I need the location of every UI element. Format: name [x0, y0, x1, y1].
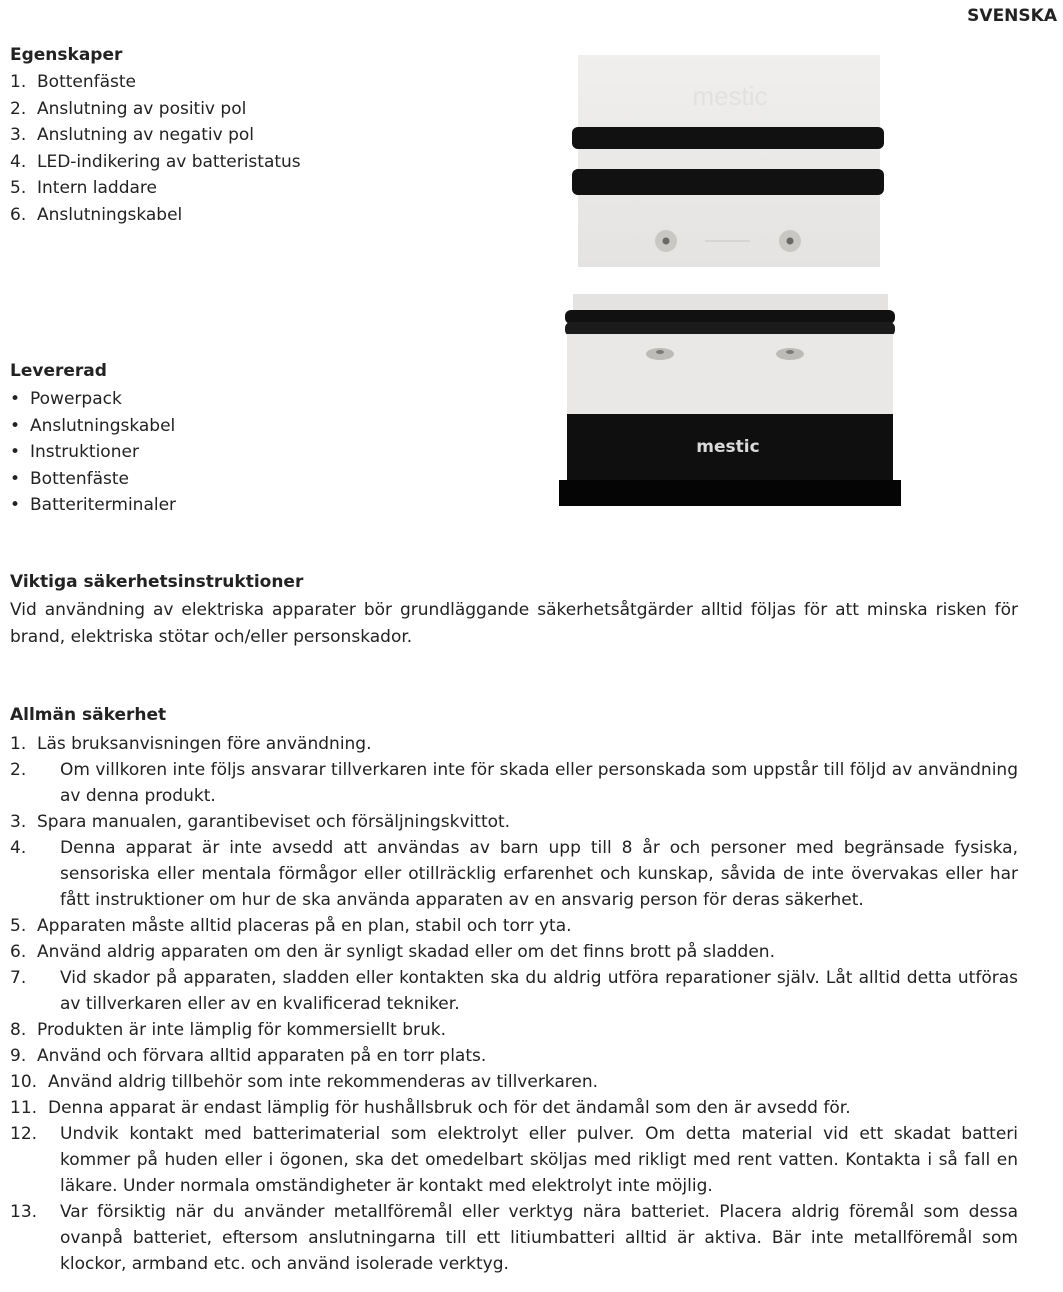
list-item: 6. Anslutningskabel — [10, 204, 183, 225]
important-text: Vid användning av elektriska apparater bör grundläggande säkerhetsåtgärder alltid följas för att minska risken för brand, elektriska stötar och/eller personskador. — [10, 600, 1018, 647]
list-item: 1. Bottenfäste — [10, 72, 137, 92]
features-list — [10, 69, 301, 228]
features-heading: Egenskaper — [10, 45, 123, 65]
list-item: 7. Vid skador på apparaten, sladden eller kontakten ska du aldrig utföra reparationer själv. Låt alltid detta utföras av tillverkaren eller av en kvalificerad tekniker. — [10, 968, 1018, 1014]
strap-bottom — [565, 322, 895, 336]
list-item: 5. Apparaten måste alltid placeras på en plan, stabil och torr yta. — [10, 916, 572, 936]
strap-bottom — [572, 169, 884, 195]
list-item: 13. Var försiktig när du använder metallföremål eller verktyg nära batteriet. Placera aldrig föremål som dessa ovanpå batteriet, eftersom anslutningarna till ett litiumbatteri alltid är aktiva. Bär inte metallföremål som klockor, armband etc. och använd isolerade verktyg. — [10, 1202, 1018, 1274]
strap-top — [565, 310, 895, 324]
list-item: • Powerpack — [10, 389, 122, 409]
list-item: 4. LED-indikering av batteristatus — [10, 151, 301, 172]
general-heading: Allmän säkerhet — [10, 705, 167, 725]
list-item: 3. Spara manualen, garantibeviset och försäljningskvittot. — [10, 812, 511, 832]
list-item: • Anslutningskabel — [10, 415, 176, 436]
language-label: SVENSKA — [967, 6, 1057, 26]
list-item: 11. Denna apparat är endast lämplig för hushållsbruk och för det ändamål som den är avsedd för. — [10, 1098, 851, 1118]
general-safety-list — [10, 731, 1018, 1277]
list-item: 12. Undvik kontakt med batterimaterial som elektrolyt eller pulver. Om detta material vid ett skadat batteri kommer på huden eller i ögonen, ska det omedelbart sköljas med rikligt med rent vatten. Kontakta i så fall en läkare. Under normala omständigheter är kontakt med elektrolyt inte möjlig. — [10, 1124, 1018, 1196]
list-item: 2. Om villkoren inte följs ansvarar tillverkaren inte för skada eller personskada som uppstår till följd av användning av denna produkt. — [10, 760, 1018, 806]
list-item: • Batteriterminaler — [10, 495, 177, 515]
delivered-heading: Levererad — [10, 361, 107, 381]
delivered-list — [10, 386, 176, 519]
bottom-mount — [559, 480, 901, 506]
product-front-view-image — [555, 290, 905, 515]
list-item: 5. Intern laddare — [10, 178, 157, 198]
important-heading: Viktiga säkerhetsinstruktioner — [10, 572, 304, 592]
list-item: 4. Denna apparat är inte avsedd att användas av barn upp till 8 år och personer med begränsade fysiska, sensoriska eller mentala förmågor eller otillräcklig erfarenhet och kunskap, såvida de inte övervakas eller har fått instruktioner om hur de ska använda apparaten av en ansvarig person för deras säkerhet. — [10, 838, 1018, 910]
strap-top — [572, 127, 884, 149]
list-item: • Bottenfäste — [10, 468, 130, 489]
brand-logo: mestic — [696, 437, 760, 457]
list-item: • Instruktioner — [10, 442, 139, 462]
list-item: 9. Använd och förvara alltid apparaten på en torr plats. — [10, 1046, 487, 1066]
list-item: 8. Produkten är inte lämplig för kommersiellt bruk. — [10, 1020, 446, 1040]
embossed-logo: mestic — [692, 81, 768, 111]
list-item: 10. Använd aldrig tillbehör som inte rekommenderas av tillverkaren. — [10, 1072, 599, 1092]
battery-front-upper — [567, 334, 893, 414]
list-item: 1. Läs bruksanvisningen före användning. — [10, 734, 372, 754]
list-item: 2. Anslutning av positiv pol — [10, 98, 247, 119]
list-item: 3. Anslutning av negativ pol — [10, 125, 254, 145]
list-item: 6. Använd aldrig apparaten om den är synligt skadad eller om det finns brott på sladden. — [10, 942, 775, 962]
product-top-view-image — [560, 45, 900, 275]
